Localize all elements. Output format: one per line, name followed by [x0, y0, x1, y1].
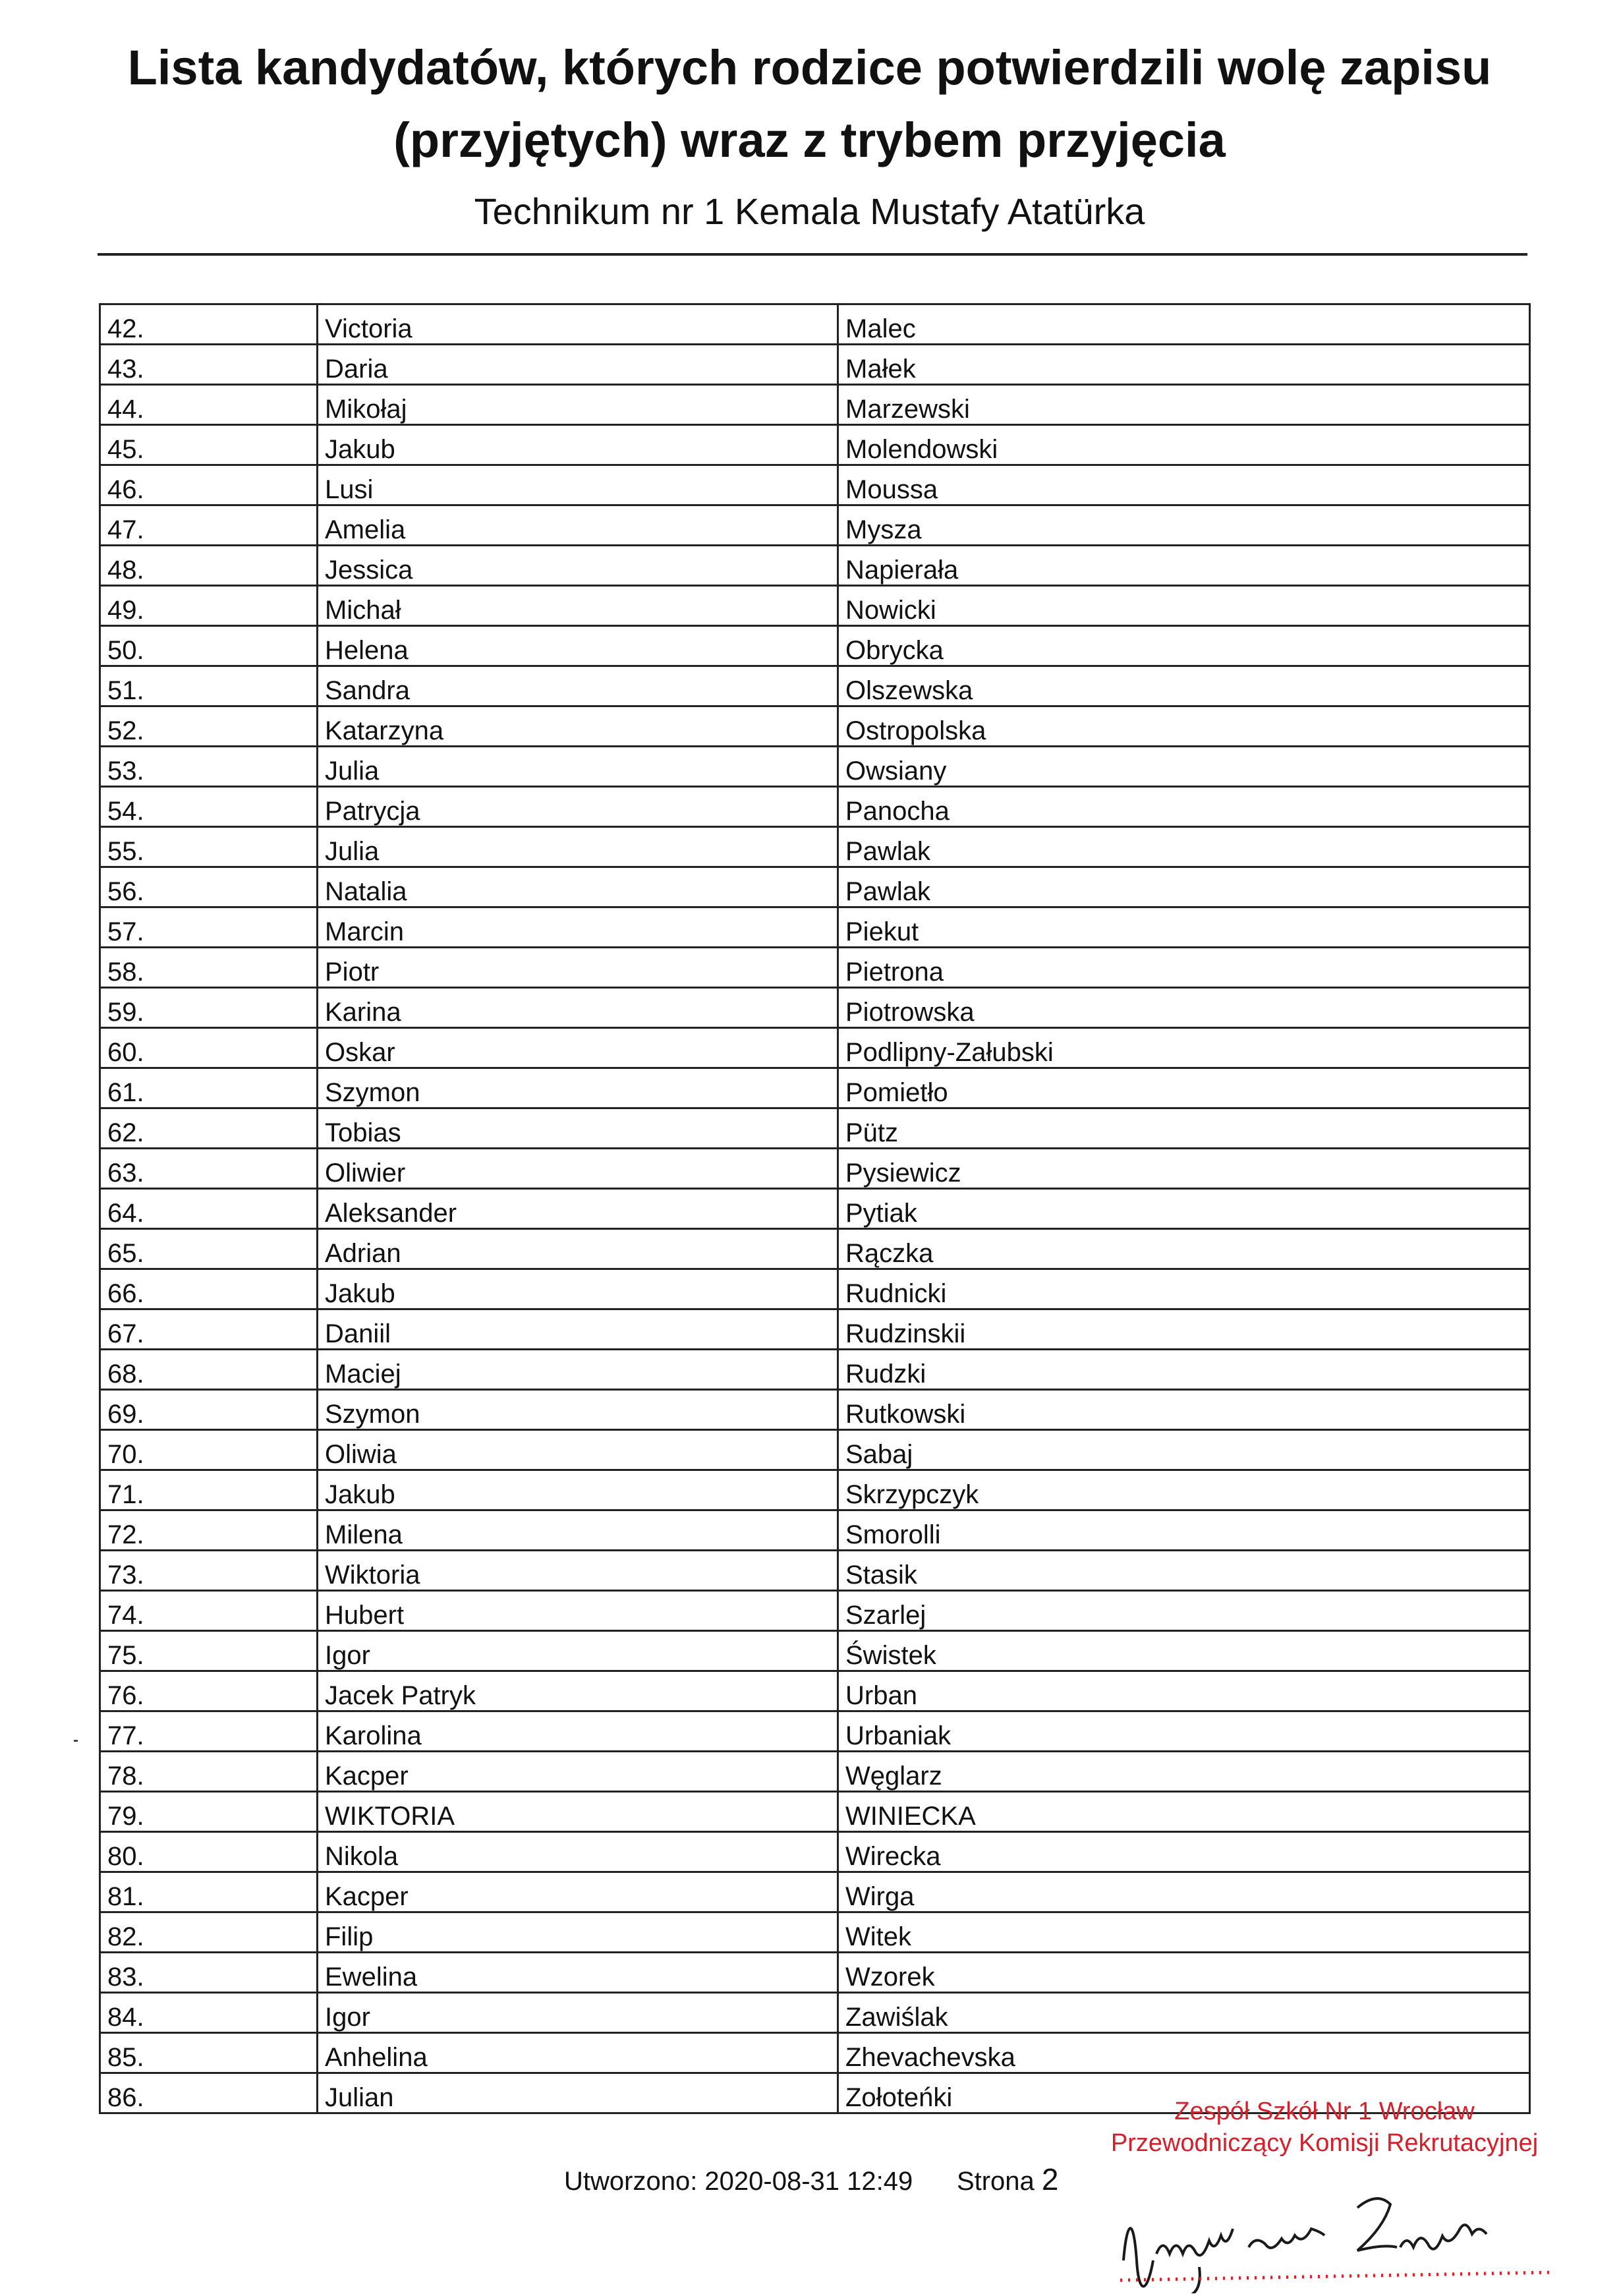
last-name: WINIECKA — [838, 1792, 1530, 1832]
first-name: Daniil — [318, 1309, 838, 1350]
table-row — [100, 1872, 1530, 1912]
table-row — [100, 948, 1530, 988]
row-number: 69. — [100, 1390, 318, 1430]
table-row — [100, 1591, 1530, 1631]
row-number: 80. — [100, 1832, 318, 1872]
last-name: Owsiany — [838, 747, 1530, 787]
table-row — [100, 505, 1530, 546]
first-name: Jakub — [318, 425, 838, 465]
last-name: Pawlak — [838, 867, 1530, 907]
last-name: Napierała — [838, 546, 1530, 586]
last-name: Pütz — [838, 1108, 1530, 1149]
table-row — [100, 1269, 1530, 1309]
row-number: 54. — [100, 787, 318, 827]
table-row — [100, 1350, 1530, 1390]
last-name: Pytiak — [838, 1189, 1530, 1229]
last-name: Obrycka — [838, 626, 1530, 666]
first-name: Jakub — [318, 1269, 838, 1309]
last-name: Pietrona — [838, 948, 1530, 988]
first-name: Hubert — [318, 1591, 838, 1631]
row-number: 63. — [100, 1149, 318, 1189]
table-row — [100, 546, 1530, 586]
row-number: 76. — [100, 1671, 318, 1711]
last-name: Molendowski — [838, 425, 1530, 465]
first-name: Amelia — [318, 505, 838, 546]
row-number: 42. — [100, 304, 318, 345]
table-row — [100, 425, 1530, 465]
table-row — [100, 706, 1530, 747]
first-name: Szymon — [318, 1068, 838, 1108]
title-line-1: Lista kandydatów, których rodzice potwierdzili wolę zapisu — [127, 40, 1492, 95]
table-row — [100, 827, 1530, 867]
first-name: Julia — [318, 827, 838, 867]
row-number: 73. — [100, 1551, 318, 1591]
table-row — [100, 1510, 1530, 1551]
first-name: Helena — [318, 626, 838, 666]
row-number: 51. — [100, 666, 318, 706]
first-name: Karina — [318, 988, 838, 1028]
last-name: Urbaniak — [838, 1711, 1530, 1752]
table-row — [100, 304, 1530, 345]
table-row — [100, 1309, 1530, 1350]
first-name: Tobias — [318, 1108, 838, 1149]
row-number: 64. — [100, 1189, 318, 1229]
candidates-table-body — [100, 304, 1530, 2113]
row-number: 47. — [100, 505, 318, 546]
first-name: Milena — [318, 1510, 838, 1551]
table-row — [100, 1430, 1530, 1470]
row-number: 53. — [100, 747, 318, 787]
first-name: Oliwia — [318, 1430, 838, 1470]
row-number: 72. — [100, 1510, 318, 1551]
table-row — [100, 787, 1530, 827]
row-number: 65. — [100, 1229, 318, 1269]
last-name: Piekut — [838, 907, 1530, 948]
first-name: Kacper — [318, 1752, 838, 1792]
first-name: Kacper — [318, 1872, 838, 1912]
first-name: Adrian — [318, 1229, 838, 1269]
table-row — [100, 1108, 1530, 1149]
row-number: 45. — [100, 425, 318, 465]
last-name: Wirecka — [838, 1832, 1530, 1872]
row-number: 59. — [100, 988, 318, 1028]
first-name: Oskar — [318, 1028, 838, 1068]
last-name: Wzorek — [838, 1953, 1530, 1993]
table-row — [100, 1711, 1530, 1752]
page-number: 2 — [1041, 2162, 1059, 2196]
row-number: 85. — [100, 2033, 318, 2073]
table-row — [100, 1832, 1530, 1872]
row-number: 52. — [100, 706, 318, 747]
first-name: Anhelina — [318, 2033, 838, 2073]
first-name: Karolina — [318, 1711, 838, 1752]
first-name: Igor — [318, 1993, 838, 2033]
table-row — [100, 988, 1530, 1028]
last-name: Marzewski — [838, 385, 1530, 425]
first-name: Wiktoria — [318, 1551, 838, 1591]
first-name: Igor — [318, 1631, 838, 1671]
table-row — [100, 586, 1530, 626]
last-name: Piotrowska — [838, 988, 1530, 1028]
table-row — [100, 2033, 1530, 2073]
first-name: Filip — [318, 1912, 838, 1953]
table-row — [100, 1390, 1530, 1430]
row-number: 62. — [100, 1108, 318, 1149]
last-name: Rudzinskii — [838, 1309, 1530, 1350]
first-name: Jessica — [318, 546, 838, 586]
last-name: Moussa — [838, 465, 1530, 505]
last-name: Podlipny-Załubski — [838, 1028, 1530, 1068]
row-number: 86. — [100, 2073, 318, 2113]
last-name: Smorolli — [838, 1510, 1530, 1551]
row-number: 58. — [100, 948, 318, 988]
row-number: 71. — [100, 1470, 318, 1510]
page-label: Strona — [956, 2167, 1035, 2196]
row-number: 46. — [100, 465, 318, 505]
first-name: Jakub — [318, 1470, 838, 1510]
last-name: Ostropolska — [838, 706, 1530, 747]
first-name: Patrycja — [318, 787, 838, 827]
last-name: Zhevachevska — [838, 2033, 1530, 2073]
table-row — [100, 1671, 1530, 1711]
created-timestamp: Utworzono: 2020-08-31 12:49 — [564, 2167, 913, 2196]
scan-speck — [74, 1740, 78, 1742]
table-row — [100, 1993, 1530, 2033]
row-number: 57. — [100, 907, 318, 948]
first-name: Katarzyna — [318, 706, 838, 747]
last-name: Pysiewicz — [838, 1149, 1530, 1189]
table-row — [100, 1792, 1530, 1832]
last-name: Mysza — [838, 505, 1530, 546]
first-name: Nikola — [318, 1832, 838, 1872]
row-number: 50. — [100, 626, 318, 666]
last-name: Olszewska — [838, 666, 1530, 706]
table-row — [100, 465, 1530, 505]
school-name: Technikum nr 1 Kemala Mustafy Atatürka — [474, 190, 1145, 232]
last-name: Panocha — [838, 787, 1530, 827]
first-name: Julia — [318, 747, 838, 787]
table-row — [100, 1953, 1530, 1993]
last-name: Urban — [838, 1671, 1530, 1711]
first-name: Jacek Patryk — [318, 1671, 838, 1711]
table-row — [100, 1068, 1530, 1108]
last-name: Witek — [838, 1912, 1530, 1953]
table-row — [100, 345, 1530, 385]
table-row — [100, 666, 1530, 706]
last-name: Świstek — [838, 1631, 1530, 1671]
last-name: Rudzki — [838, 1350, 1530, 1390]
table-row — [100, 1189, 1530, 1229]
candidates-table — [99, 303, 1531, 2114]
first-name: Marcin — [318, 907, 838, 948]
first-name: Ewelina — [318, 1953, 838, 1993]
row-number: 44. — [100, 385, 318, 425]
table-row — [100, 1028, 1530, 1068]
title-line-2: (przyjętych) wraz z trybem przyjęcia — [393, 113, 1226, 167]
first-name: Aleksander — [318, 1189, 838, 1229]
first-name: Lusi — [318, 465, 838, 505]
first-name: Natalia — [318, 867, 838, 907]
first-name: Sandra — [318, 666, 838, 706]
last-name: Rączka — [838, 1229, 1530, 1269]
first-name: Daria — [318, 345, 838, 385]
first-name: Szymon — [318, 1390, 838, 1430]
first-name: Victoria — [318, 304, 838, 345]
row-number: 49. — [100, 586, 318, 626]
row-number: 67. — [100, 1309, 318, 1350]
row-number: 84. — [100, 1993, 318, 2033]
last-name: Rudnicki — [838, 1269, 1530, 1309]
footer — [564, 2163, 1059, 2198]
row-number: 78. — [100, 1752, 318, 1792]
row-number: 70. — [100, 1430, 318, 1470]
table-row — [100, 1470, 1530, 1510]
row-number: 77. — [100, 1711, 318, 1752]
row-number: 74. — [100, 1591, 318, 1631]
row-number: 55. — [100, 827, 318, 867]
stamp-line-1: Zespół Szkół Nr 1 Wrocław — [1174, 2098, 1475, 2125]
first-name: WIKTORIA — [318, 1792, 838, 1832]
table-row — [100, 907, 1530, 948]
first-name: Michał — [318, 586, 838, 626]
last-name: Pawlak — [838, 827, 1530, 867]
table-row — [100, 1752, 1530, 1792]
header-divider — [98, 253, 1527, 256]
row-number: 68. — [100, 1350, 318, 1390]
last-name: Malec — [838, 304, 1530, 345]
table-row — [100, 867, 1530, 907]
row-number: 66. — [100, 1269, 318, 1309]
document-title — [0, 32, 1619, 177]
row-number: 60. — [100, 1028, 318, 1068]
table-row — [100, 1551, 1530, 1591]
last-name: Pomietło — [838, 1068, 1530, 1108]
table-row — [100, 1912, 1530, 1953]
row-number: 43. — [100, 345, 318, 385]
official-stamp — [1094, 2096, 1555, 2159]
last-name: Sabaj — [838, 1430, 1530, 1470]
last-name: Rutkowski — [838, 1390, 1530, 1430]
first-name: Maciej — [318, 1350, 838, 1390]
row-number: 48. — [100, 546, 318, 586]
row-number: 61. — [100, 1068, 318, 1108]
table-row — [100, 626, 1530, 666]
handwritten-signature — [1107, 2162, 1568, 2293]
last-name: Skrzypczyk — [838, 1470, 1530, 1510]
last-name: Szarlej — [838, 1591, 1530, 1631]
table-row — [100, 1631, 1530, 1671]
table-row — [100, 1149, 1530, 1189]
last-name: Wirga — [838, 1872, 1530, 1912]
table-row — [100, 747, 1530, 787]
row-number: 81. — [100, 1872, 318, 1912]
last-name: Węglarz — [838, 1752, 1530, 1792]
row-number: 79. — [100, 1792, 318, 1832]
row-number: 82. — [100, 1912, 318, 1953]
first-name: Piotr — [318, 948, 838, 988]
first-name: Oliwier — [318, 1149, 838, 1189]
last-name: Małek — [838, 345, 1530, 385]
last-name: Nowicki — [838, 586, 1530, 626]
row-number: 75. — [100, 1631, 318, 1671]
last-name: Zołoteńki — [838, 2073, 1530, 2113]
row-number: 56. — [100, 867, 318, 907]
table-row — [100, 1229, 1530, 1269]
stamp-line-2: Przewodniczący Komisji Rekrutacyjnej — [1110, 2129, 1539, 2157]
table-row — [100, 385, 1530, 425]
first-name: Mikołaj — [318, 385, 838, 425]
first-name: Julian — [318, 2073, 838, 2113]
last-name: Zawiślak — [838, 1993, 1530, 2033]
last-name: Stasik — [838, 1551, 1530, 1591]
row-number: 83. — [100, 1953, 318, 1993]
